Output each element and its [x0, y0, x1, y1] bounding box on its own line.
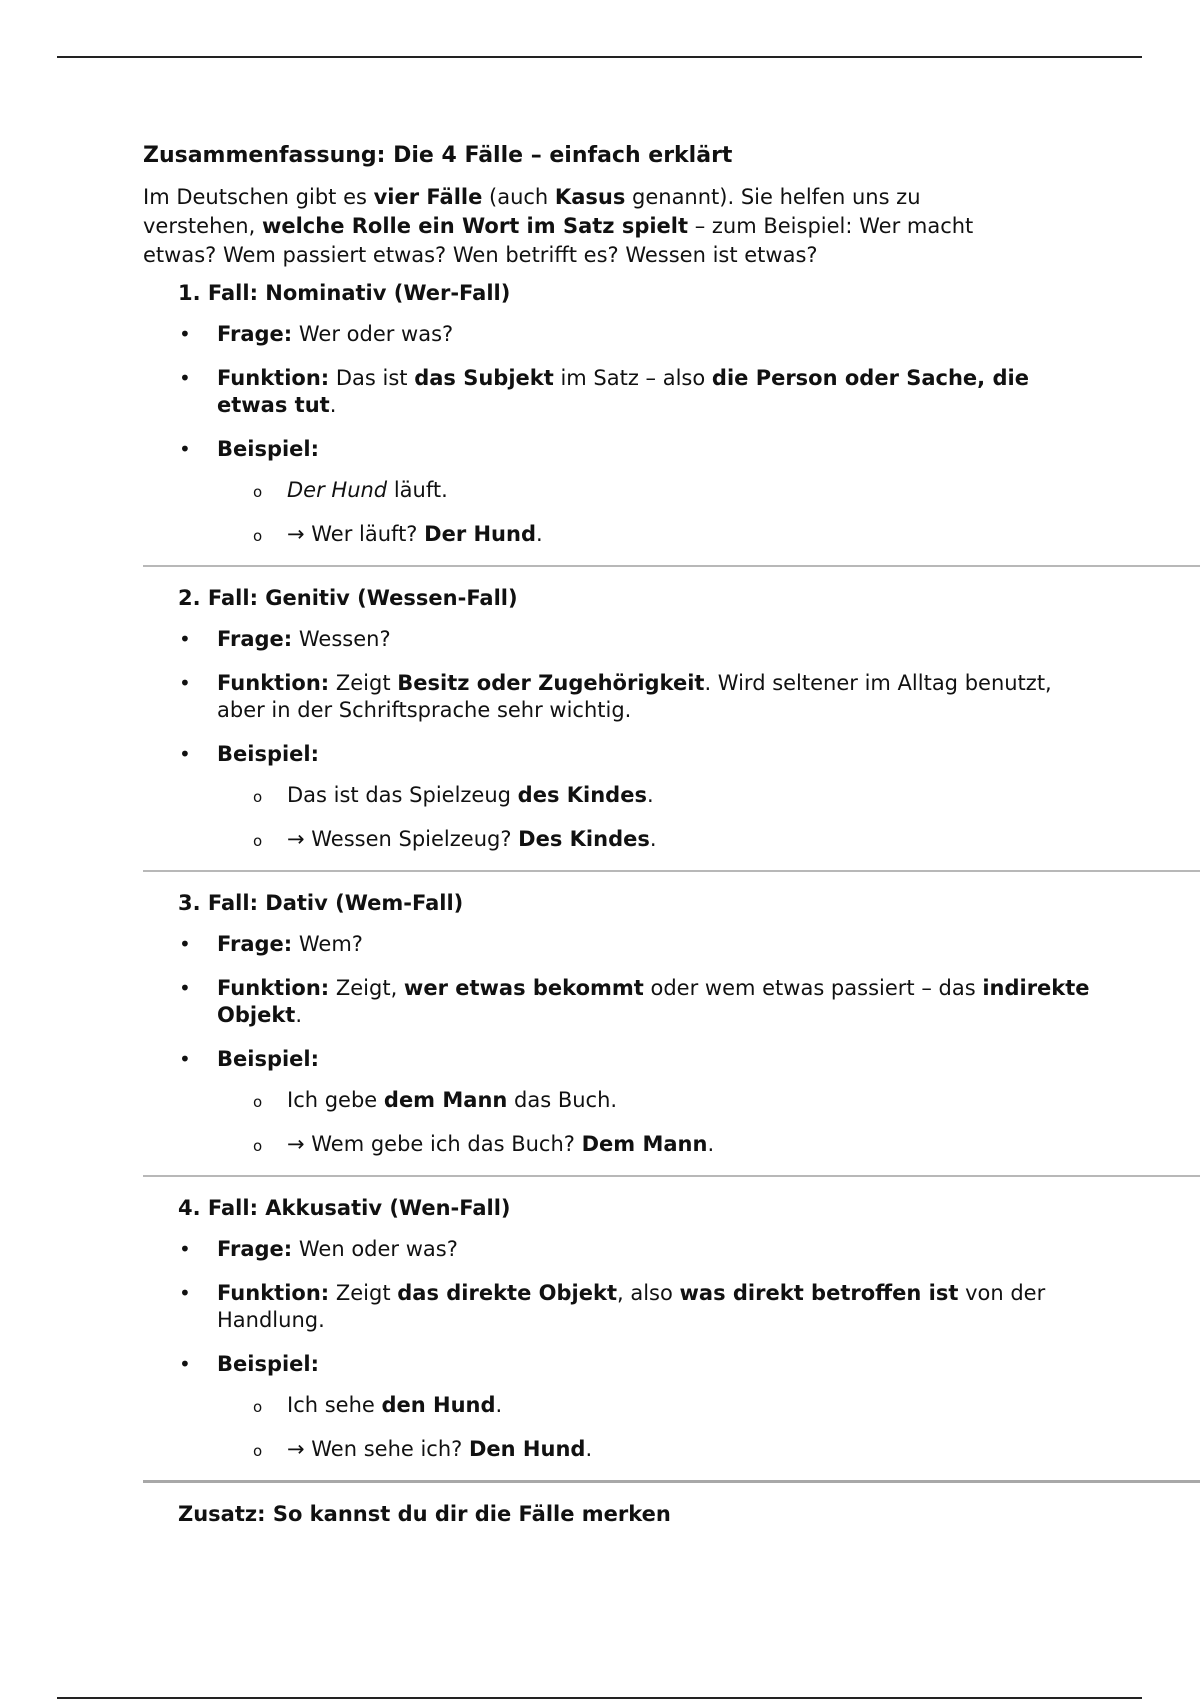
funktion-text: Zeigt,	[329, 976, 404, 1000]
example-list	[217, 1392, 1103, 1463]
frage-item	[143, 626, 1103, 653]
example-text: Ich sehe	[287, 1393, 382, 1417]
intro-paragraph	[143, 183, 1023, 270]
frage-label: Frage:	[217, 932, 293, 956]
funktion-item	[143, 365, 1103, 419]
funktion-emphasis: die Person oder Sache, die etwas tut	[217, 366, 1029, 417]
funktion-label: Funktion:	[217, 671, 330, 695]
example-item	[143, 1131, 1103, 1158]
section-genitiv	[143, 583, 1200, 853]
section-divider	[143, 565, 1200, 567]
beispiel-item	[143, 1046, 1103, 1158]
bullet-list	[143, 321, 1200, 548]
beispiel-label: Beispiel:	[217, 742, 320, 766]
bullet-list	[143, 626, 1200, 853]
section-heading: 4. Fall: Akkusativ (Wen-Fall)	[178, 1196, 511, 1220]
example-item	[143, 521, 1103, 548]
bullet-list	[143, 931, 1200, 1158]
funktion-label: Funktion:	[217, 976, 330, 1000]
beispiel-item	[143, 436, 1103, 548]
frage-label: Frage:	[217, 1237, 293, 1261]
intro-emphasis: welche Rolle ein Wort im Satz spielt	[261, 214, 689, 238]
funktion-emphasis: das Subjekt	[414, 366, 554, 390]
example-text: Das ist das Spielzeug	[287, 783, 518, 807]
section-dativ	[143, 888, 1200, 1158]
funktion-emphasis: wer etwas bekommt	[403, 976, 644, 1000]
funktion-label: Funktion:	[217, 366, 330, 390]
example-text: .	[536, 522, 543, 546]
section-divider	[143, 1480, 1200, 1483]
section-divider	[143, 870, 1200, 872]
funktion-text: von der Handlung.	[217, 1281, 1046, 1332]
example-text: läuft.	[387, 478, 448, 502]
section-divider	[143, 1175, 1200, 1177]
frage-item	[143, 321, 1103, 348]
page-top-rule	[57, 56, 1142, 58]
example-text: → Wer läuft?	[287, 522, 425, 546]
frage-text: Wem?	[298, 932, 363, 956]
section-nominativ	[143, 278, 1200, 548]
example-item	[143, 1436, 1103, 1463]
funktion-label: Funktion:	[217, 1281, 330, 1305]
funktion-text: im Satz – also	[553, 366, 712, 390]
section-akkusativ	[143, 1193, 1200, 1463]
section-heading: 3. Fall: Dativ (Wem-Fall)	[178, 891, 464, 915]
funktion-item	[143, 1280, 1103, 1334]
frage-item	[143, 1236, 1103, 1263]
frage-text: Wen oder was?	[298, 1237, 458, 1261]
funktion-emphasis: was direkt betroffen ist	[679, 1281, 959, 1305]
example-text: Ich gebe	[287, 1088, 384, 1112]
example-item	[143, 1087, 1103, 1114]
bullet-list	[143, 1236, 1200, 1463]
funktion-text: oder wem etwas passiert – das	[643, 976, 983, 1000]
example-list	[217, 477, 1103, 548]
example-emphasis: Der Hund	[424, 522, 536, 546]
frage-label: Frage:	[217, 322, 293, 346]
example-text: .	[646, 783, 654, 807]
beispiel-label: Beispiel:	[217, 1352, 320, 1376]
funktion-item	[143, 975, 1103, 1029]
example-text: .	[495, 1393, 503, 1417]
beispiel-label: Beispiel:	[217, 437, 320, 461]
example-text: → Wen sehe ich?	[287, 1437, 469, 1461]
funktion-text: Zeigt	[329, 1281, 398, 1305]
frage-label: Frage:	[217, 627, 293, 651]
example-item	[143, 477, 1103, 504]
beispiel-label: Beispiel:	[217, 1047, 320, 1071]
page-bottom-rule	[57, 1697, 1142, 1699]
example-item	[143, 826, 1103, 853]
frage-text: Wessen?	[298, 627, 391, 651]
example-emphasis: des Kindes	[517, 783, 647, 807]
example-list	[217, 1087, 1103, 1158]
example-emphasis: dem Mann	[383, 1088, 508, 1112]
funktion-emphasis: indirekte Objekt	[217, 976, 1090, 1027]
funktion-text: . Wird seltener im Alltag benutzt, aber in der Schriftsprache sehr wichtig.	[217, 671, 1052, 722]
funktion-emphasis: Besitz oder Zugehörigkeit	[397, 671, 705, 695]
example-text: das Buch.	[507, 1088, 618, 1112]
funktion-emphasis: das direkte Objekt	[397, 1281, 617, 1305]
example-emphasis: Den Hund	[469, 1437, 586, 1461]
example-text: .	[707, 1132, 715, 1156]
funktion-item	[143, 670, 1103, 724]
funktion-text: Zeigt	[329, 671, 398, 695]
example-list	[217, 782, 1103, 853]
beispiel-item	[143, 1351, 1103, 1463]
example-italic: Der Hund	[287, 478, 388, 502]
example-text: → Wessen Spielzeug?	[287, 827, 519, 851]
document-body	[143, 141, 1200, 1529]
beispiel-item	[143, 741, 1103, 853]
section-heading: 1. Fall: Nominativ (Wer-Fall)	[178, 281, 511, 305]
section-heading: 2. Fall: Genitiv (Wessen-Fall)	[178, 586, 518, 610]
frage-item	[143, 931, 1103, 958]
intro-emphasis: vier Fälle	[373, 185, 483, 209]
zusatz-heading: Zusatz: So kannst du dir die Fälle merken	[178, 1502, 671, 1526]
document-title: Zusammenfassung: Die 4 Fälle – einfach erklärt	[143, 143, 733, 168]
example-emphasis: den Hund	[381, 1393, 496, 1417]
example-text: → Wem gebe ich das Buch?	[287, 1132, 582, 1156]
example-emphasis: Dem Mann	[581, 1132, 708, 1156]
example-item	[143, 782, 1103, 809]
example-text: .	[649, 827, 657, 851]
intro-text: Im Deutschen gibt es	[143, 185, 374, 209]
intro-text: (auch	[482, 185, 555, 209]
funktion-text: .	[329, 393, 337, 417]
intro-text: genannt). Sie helfen uns zu verstehen,	[143, 185, 921, 238]
intro-text: – zum Beispiel: Wer macht etwas? Wem passiert etwas? Wen betrifft es? Wessen ist etwas?	[143, 214, 974, 267]
funktion-text: Das ist	[329, 366, 415, 390]
frage-text: Wer oder was?	[298, 322, 454, 346]
intro-emphasis: Kasus	[554, 185, 626, 209]
example-emphasis: Des Kindes	[518, 827, 650, 851]
example-text: .	[585, 1437, 593, 1461]
funktion-text: , also	[616, 1281, 680, 1305]
funktion-text: .	[295, 1003, 303, 1027]
example-item	[143, 1392, 1103, 1419]
